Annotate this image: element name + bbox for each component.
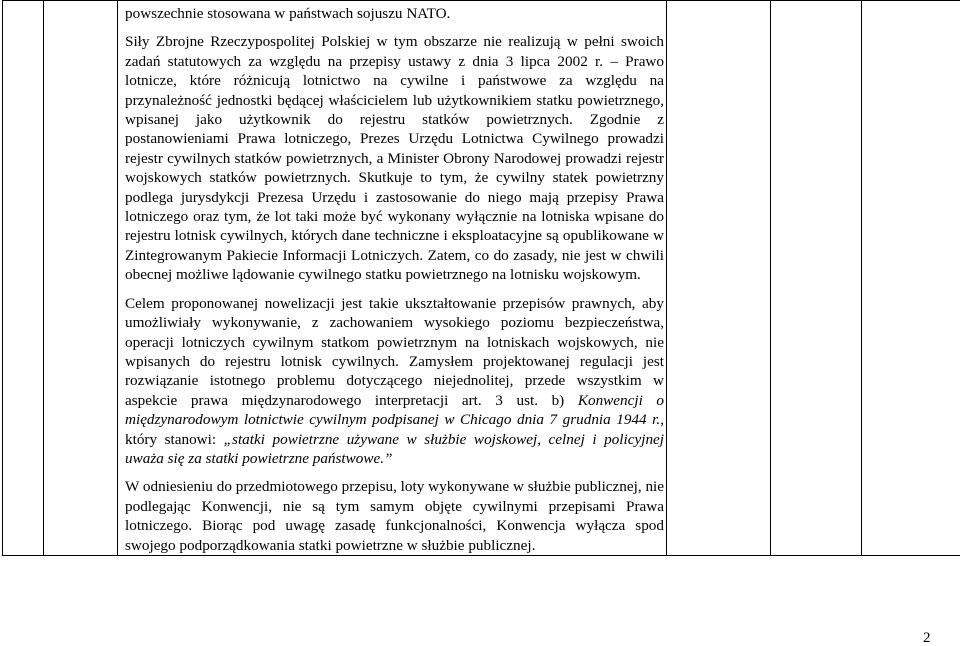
paragraph-2-start: Celem proponowanej nowelizacji jest takie ukształtowanie przepisów prawnych, aby umożliwiały wykonywanie, z zachowaniem wysokiego poziomu bezpieczeństwa, operacji lotniczych cywilnym statkom powietrznym na lotniskach wojskowych, nie wpisanych do rejestru lotnisk cywilnych. Zamysłem projektowanej regulacji jest rozwiązanie istotnego problemu dotyczącego niejednolitej, przede wszystkim w aspekcie prawa międzynarodowego interpretacji art. 3 ust. b) bbox=[125, 295, 664, 409]
table-cell-6 bbox=[862, 1, 960, 556]
paragraph-3: W odniesieniu do przedmiotowego przepisu, loty wykonywane w służbie publicznej, nie podlegając Konwencji, nie są tym samym objęte cywilnymi przepisami Prawa lotniczego. Biorąc pod uwagę zasadę funkcjonalności, Konwencja wyłącza spod swojego podporządkowania statki powietrzne w służbie publicznej. bbox=[125, 477, 664, 555]
table-cell-content bbox=[118, 1, 667, 556]
continued-line: powszechnie stosowana w państwach sojuszu NATO. bbox=[125, 4, 664, 23]
table-cell-1 bbox=[3, 1, 44, 556]
table-cell-4 bbox=[667, 1, 771, 556]
table-cell-2 bbox=[44, 1, 118, 556]
convention-quote: „statki powietrzne używane w służbie wojskowej, celnej i policyjnej uważa się za statki powietrzne państwowe.” bbox=[125, 431, 664, 467]
document-table bbox=[2, 0, 960, 556]
table-cell-5 bbox=[771, 1, 862, 556]
page-number: 2 bbox=[923, 631, 931, 646]
convention-title: Konwencji o międzynarodowym lotnictwie cywilnym podpisanej w Chicago dnia 7 grudnia 1944 r. bbox=[125, 392, 664, 428]
body-text bbox=[118, 1, 666, 555]
table-row bbox=[3, 1, 960, 556]
paragraph-1: Siły Zbrojne Rzeczypospolitej Polskiej w tym obszarze nie realizują w pełni swoich zadań statutowych za względu na przepisy ustawy z dnia 3 lipca 2002 r. – Prawo lotnicze, które różnicują lotnictwo na cywilne i państwowe za względu na przynależność jednostki będącej właścicielem lub użytkownikiem statku powietrznego, wpisanej jako użytkownik do rejestru statków powietrznych. Zgodnie z postanowieniami Prawa lotniczego, Prezes Urzędu Lotnictwa Cywilnego prowadzi rejestr cywilnych statków powietrznych, a Minister Obrony Narodowej prowadzi rejestr wojskowych statków powietrznych. Skutkuje to tym, że cywilny statek powietrzny podlega jurysdykcji Prezesa Urzędu i zastosowanie do niego mają przepisy Prawa lotniczego oraz tym, że lot taki może być wykonany wyłącznie na lotniska wpisane do rejestru lotnisk cywilnych, których dane techniczne i eksploatacyjne są opublikowane w Zintegrowanym Pakiecie Informacji Lotniczych. Zatem, co do zasady, nie jest w chwili obecnej możliwe lądowanie cywilnego statku powietrznego na lotnisku wojskowym. bbox=[125, 32, 664, 284]
paragraph-2 bbox=[125, 294, 664, 469]
paragraph-2-middle: , który stanowi: bbox=[125, 411, 664, 447]
